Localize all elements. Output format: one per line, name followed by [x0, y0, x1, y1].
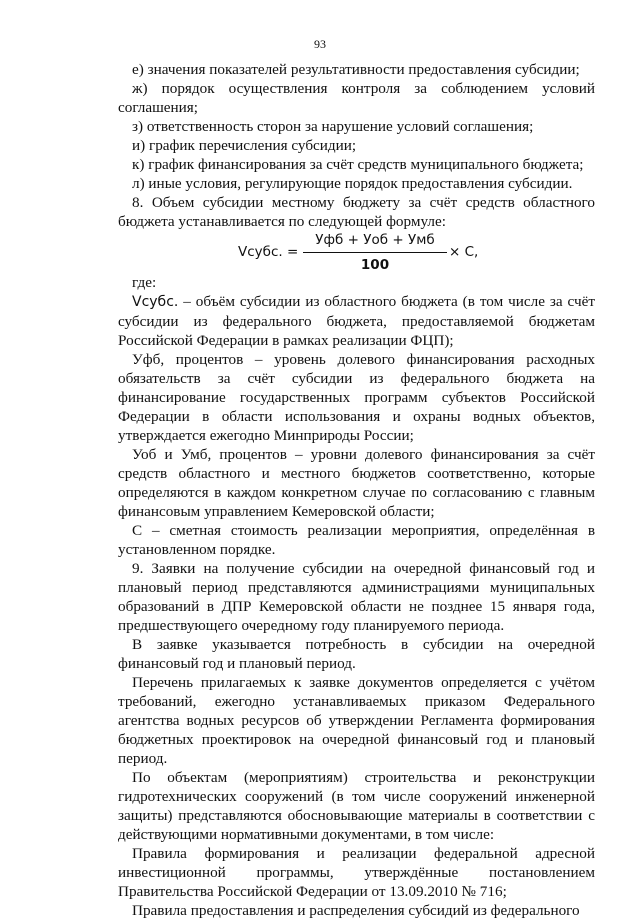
paragraph: ж) порядок осуществления контроля за соблюдением условий соглашения;	[118, 80, 595, 116]
paragraph: к) график финансирования за счёт средств муниципального бюджета;	[132, 156, 584, 173]
where-label: где:	[132, 274, 157, 291]
paragraph: Правила предоставления и распределения субсидий из федерального	[132, 902, 580, 919]
paragraph: л) иные условия, регулирующие порядок предоставления субсидии.	[132, 175, 573, 192]
paragraph: 8. Объем субсидии местному бюджету за счёт средств областного бюджета устанавливается по следующей формуле:	[118, 194, 595, 230]
paragraph: Уоб и Умб, процентов – уровни долевого финансирования за счёт средств областного и местного бюджетов соответственно, которые определяются в каждом конкретном случае по согласованию с главным финансовым управлением Кемеровской области;	[118, 446, 595, 520]
vsub-definition: – объём субсидии из областного бюджета (в том числе за счёт субсидии из федерального бюджета, предоставляемой бюджетам Российской Федерации в рамках реализации ФЦП);	[118, 293, 595, 349]
paragraph: з) ответственность сторон за нарушение условий соглашения;	[132, 118, 534, 135]
formula-denominator: 100	[360, 257, 390, 273]
paragraph: и) график перечисления субсидии;	[132, 137, 357, 154]
paragraph: Перечень прилагаемых к заявке документов определяется с учётом требований, ежегодно устанавливаемых приказом Федерального агентства водных ресурсов об утверждении Регламента формирования бюджетных проектировок на очередной финансовый год и плановый период.	[118, 674, 595, 767]
paragraph: 9. Заявки на получение субсидии на очередной финансовый год и плановый период представляются администрациями муниципальных образований в ДПР Кемеровской области не позднее 15 января года, предшествующего очередному году планируемого периода.	[118, 560, 595, 634]
formula-numerator: Уфб + Уоб + Умб	[303, 231, 447, 253]
formula-rhs: × С,	[449, 244, 479, 260]
document-body	[118, 60, 595, 920]
formula-fraction	[303, 231, 447, 275]
paragraph: С – сметная стоимость реализации мероприятия, определённая в установленном порядке.	[118, 522, 595, 558]
formula-lhs: Vсубс. =	[238, 244, 299, 260]
paragraph: Правила формирования и реализации федеральной адресной инвестиционной программы, утверждённые постановлением Правительства Российской Федерации от 13.09.2010 № 716;	[118, 845, 595, 900]
paragraph: е) значения показателей результативности предоставления субсидии;	[132, 61, 580, 78]
paragraph: В заявке указывается потребность в субсидии на очередной финансовый год и плановый период.	[118, 636, 595, 672]
paragraph: По объектам (мероприятиям) строительства и реконструкции гидротехнических сооружений (в том числе сооружений инженерной защиты) представляются обосновывающие материалы в соответствии с действующими нормативными документами, в том числе:	[118, 769, 595, 843]
paragraph	[118, 292, 595, 350]
paragraph: Уфб, процентов – уровень долевого финансирования расходных обязательств за счёт субсидии из федерального бюджета на финансирование государственных программ субъектов Российской Федерации в области использования и охраны водных объектов, утверждается ежегодно Минприроды России;	[118, 351, 595, 444]
vsub-symbol: Vсубс.	[132, 294, 179, 310]
subsidy-formula	[118, 231, 595, 273]
page-number: 93	[314, 37, 326, 51]
